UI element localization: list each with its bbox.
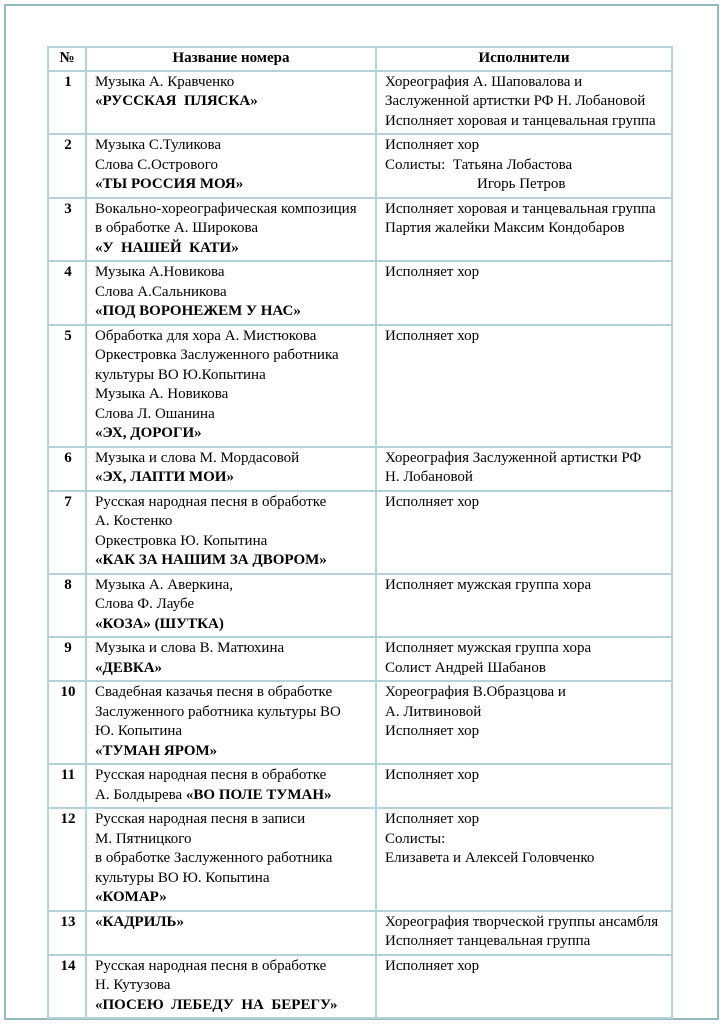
line-text: Музыка А. Аверкина, <box>95 576 234 593</box>
line-text: Русская народная песня в обработке <box>95 767 327 783</box>
table-row <box>48 491 672 574</box>
line-text: А. Литвиновой <box>385 703 482 720</box>
row-number: 9 <box>48 637 86 681</box>
song-title-text: «ТУМАН ЯРОМ» <box>95 742 218 759</box>
song-cell <box>86 71 376 135</box>
song-cell <box>86 574 376 638</box>
row-number: 6 <box>48 447 86 491</box>
line-text: Музыка А. Кравченко <box>95 73 235 90</box>
performers-cell <box>376 198 672 262</box>
performers-cell <box>376 325 672 447</box>
line-text: Заслуженной артистки РФ Н. Лобановой <box>385 93 646 109</box>
row-number: 8 <box>48 574 86 638</box>
line-text: М. Пятницкого <box>95 830 192 847</box>
song-cell <box>86 808 376 911</box>
header-number: № <box>48 47 86 71</box>
song-title-text: «КАДРИЛЬ» <box>95 913 184 930</box>
line-text: Елизавета и Алексей Головченко <box>385 850 595 866</box>
table-row <box>48 261 672 325</box>
line-text: Исполняет хор <box>385 264 480 280</box>
line-text: Хореография В.Образцова и <box>385 684 566 700</box>
line-text: Слова Ф. Лаубе <box>95 596 195 612</box>
row-number: 7 <box>48 491 86 574</box>
line-text: Исполняет хор <box>385 137 480 153</box>
line-text: Слова Л. Ошанина <box>95 405 215 422</box>
song-title-text: «КОЗА» (ШУТКА) <box>95 615 224 632</box>
line-text: Исполняет мужская группа хора <box>385 576 592 593</box>
line-text: Солист Андрей Шабанов <box>385 659 546 676</box>
line-text: Русская народная песня в обработке <box>95 493 327 510</box>
table-row <box>48 325 672 447</box>
table-row <box>48 681 672 764</box>
line-text: Хореография А. Шаповалова и <box>385 73 583 90</box>
song-title-text: «КОМАР» <box>95 889 167 905</box>
line-text: Заслуженного работника культуры ВО <box>95 703 341 720</box>
header-row <box>48 47 672 71</box>
table-row <box>48 911 672 955</box>
performers-cell <box>376 134 672 198</box>
line-text: Исполняет мужская группа хора <box>385 640 592 656</box>
line-text: А. Костенко <box>95 513 173 529</box>
program-table-body <box>48 71 672 1019</box>
song-title-text: «ЭХ, ЛАПТИ МОИ» <box>95 469 234 485</box>
line-text: в обработке А. Широкова <box>95 220 258 236</box>
line-text: Солисты: <box>385 830 446 847</box>
performers-cell <box>376 71 672 135</box>
table-row <box>48 574 672 638</box>
row-number: 3 <box>48 198 86 262</box>
header-performers: Исполнители <box>376 47 672 71</box>
row-number: 1 <box>48 71 86 135</box>
line-text: культуры ВО Ю. Копытина <box>95 869 270 886</box>
line-text: Хореография творческой группы ансамбля <box>385 913 659 930</box>
line-text: Исполняет хор <box>385 811 480 827</box>
line-text: Исполняет хоровая и танцевальная группа <box>385 112 656 129</box>
line-text: Музыка А. Новикова <box>95 386 229 402</box>
song-cell <box>86 955 376 1019</box>
line-text: Игорь Петров <box>477 176 566 192</box>
song-cell <box>86 491 376 574</box>
line-text: Исполняет хор <box>385 767 480 783</box>
row-number: 4 <box>48 261 86 325</box>
song-title-text: «РУССКАЯ ПЛЯСКА» <box>95 93 258 109</box>
performers-cell <box>376 764 672 808</box>
line-text: Н. Лобановой <box>385 469 473 485</box>
performers-cell <box>376 574 672 638</box>
line-text: Русская народная песня в записи <box>95 811 306 827</box>
table-row <box>48 637 672 681</box>
line-text: Русская народная песня в обработке <box>95 957 327 974</box>
line-text: Исполняет хор <box>385 957 480 974</box>
line-text: Ю. Копытина <box>95 723 183 739</box>
row-number: 10 <box>48 681 86 764</box>
table-header <box>48 47 672 71</box>
line-text: Исполняет хор <box>385 493 480 510</box>
line-text: Обработка для хора А. Мистюкова <box>95 327 317 344</box>
line-text: Исполняет хор <box>385 327 480 344</box>
line-text: Музыка С.Туликова <box>95 137 222 153</box>
song-cell <box>86 198 376 262</box>
line-text: Музыка и слова М. Мордасовой <box>95 449 300 466</box>
song-cell <box>86 637 376 681</box>
song-cell <box>86 911 376 955</box>
performers-cell <box>376 491 672 574</box>
song-title-text: «У НАШЕЙ КАТИ» <box>95 239 239 256</box>
line-text: Слова С.Острового <box>95 156 219 173</box>
performers-cell <box>376 637 672 681</box>
line-text: культуры ВО Ю.Копытина <box>95 366 266 383</box>
line-text: Исполняет танцевальная группа <box>385 933 591 949</box>
line-text: Музыка А.Новикова <box>95 264 225 280</box>
line-text: А. Болдырева <box>95 786 186 803</box>
line-text: Солисты: Татьяна Лобастова <box>385 156 573 173</box>
performers-cell <box>376 808 672 911</box>
line-text: Музыка и слова В. Матюхина <box>95 640 285 656</box>
performers-cell <box>376 261 672 325</box>
performers-cell <box>376 447 672 491</box>
line-text: Н. Кутузова <box>95 977 171 993</box>
line-text: Вокально-хореографическая композиция <box>95 200 357 217</box>
table-row <box>48 198 672 262</box>
table-row <box>48 71 672 135</box>
line-text: Оркестровка Заслуженного работника <box>95 347 339 363</box>
line-text: Партия жалейки Максим Кондобаров <box>385 220 625 236</box>
table-row <box>48 447 672 491</box>
line-text: Свадебная казачья песня в обработке <box>95 684 333 700</box>
performers-cell <box>376 681 672 764</box>
row-number: 14 <box>48 955 86 1019</box>
table-row <box>48 955 672 1019</box>
song-title-text: «ПОСЕЮ ЛЕБЕДУ НА БЕРЕГУ» <box>95 996 338 1013</box>
row-number: 13 <box>48 911 86 955</box>
row-number: 5 <box>48 325 86 447</box>
song-title-text: «ЭХ, ДОРОГИ» <box>95 425 202 441</box>
song-cell <box>86 447 376 491</box>
concert-program-table <box>47 46 673 1019</box>
line-text: Слова А.Сальникова <box>95 283 227 300</box>
row-number: 12 <box>48 808 86 911</box>
song-cell <box>86 681 376 764</box>
song-cell <box>86 764 376 808</box>
table-row <box>48 764 672 808</box>
line-text: Оркестровка Ю. Копытина <box>95 532 268 549</box>
song-title-text: «ДЕВКА» <box>95 659 163 676</box>
header-song-title: Название номера <box>86 47 376 71</box>
table-row <box>48 808 672 911</box>
line-text: Хореография Заслуженной артистки РФ <box>385 449 642 466</box>
table-row <box>48 134 672 198</box>
line-text: в обработке Заслуженного работника <box>95 850 333 866</box>
row-number: 2 <box>48 134 86 198</box>
song-title-text: «КАК ЗА НАШИМ ЗА ДВОРОМ» <box>95 552 327 568</box>
line-text: Исполняет хоровая и танцевальная группа <box>385 200 656 217</box>
song-cell <box>86 134 376 198</box>
song-title-text: «ПОД ВОРОНЕЖЕМ У НАС» <box>95 303 301 319</box>
song-cell <box>86 325 376 447</box>
performers-cell <box>376 955 672 1019</box>
song-cell <box>86 261 376 325</box>
song-title-text: «ВО ПОЛЕ ТУМАН» <box>185 786 332 803</box>
row-number: 11 <box>48 764 86 808</box>
performers-cell <box>376 911 672 955</box>
song-title-text: «ТЫ РОССИЯ МОЯ» <box>95 176 244 192</box>
line-text: Исполняет хор <box>385 723 480 739</box>
